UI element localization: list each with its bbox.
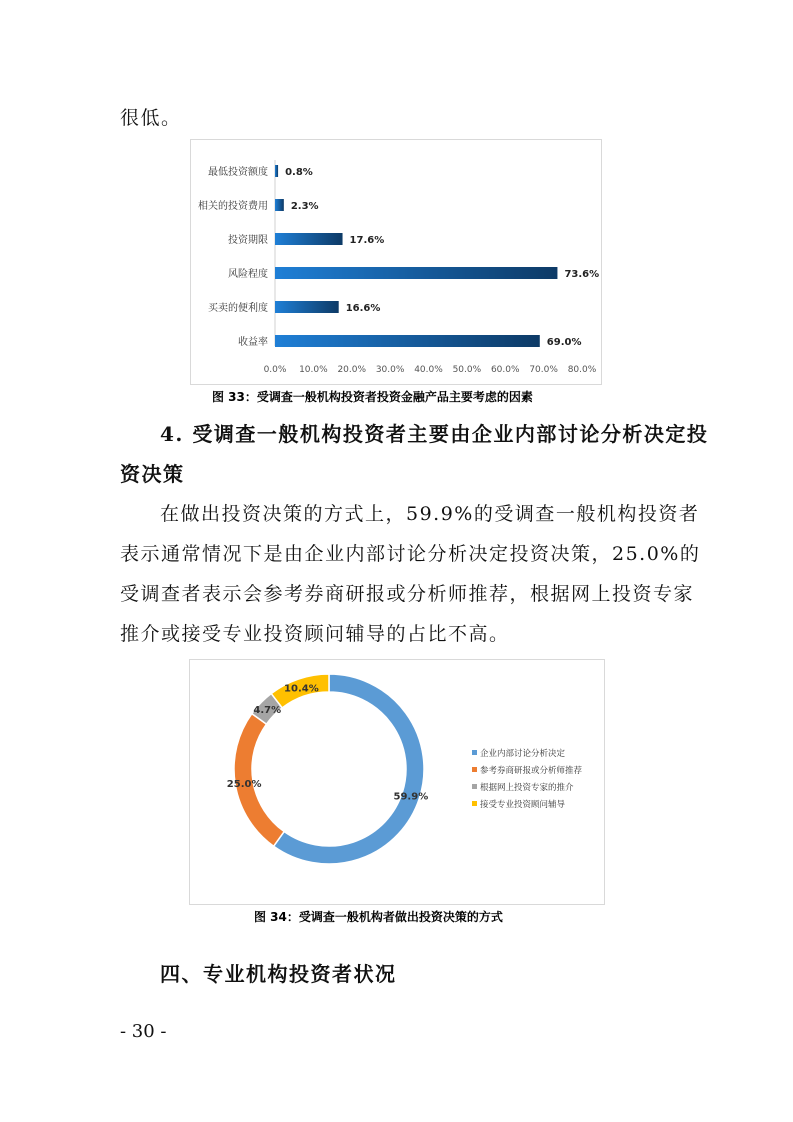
legend-swatch [472, 750, 477, 755]
bar [275, 335, 540, 347]
x-tick-label: 30.0% [375, 365, 405, 375]
bar-chart [191, 140, 601, 384]
bar [275, 233, 343, 245]
slice-label: 59.9% [393, 791, 429, 803]
legend-label: 企业内部讨论分析决定 [480, 749, 566, 759]
category-label: 最低投资额度 [208, 167, 268, 178]
legend-label: 根据网上投资专家的推介 [480, 783, 574, 793]
donut-chart [190, 660, 604, 904]
data-label: 17.6% [349, 235, 385, 246]
x-tick-label: 80.0% [567, 365, 597, 375]
data-label: 16.6% [345, 303, 381, 314]
legend-swatch [472, 801, 477, 806]
category-label: 买卖的便利度 [208, 303, 268, 314]
donut-chart-frame [189, 659, 605, 905]
slice-label: 4.7% [253, 705, 282, 717]
x-tick-label: 10.0% [299, 365, 328, 375]
slice-label: 25.0% [226, 778, 262, 790]
category-label: 收益率 [238, 337, 268, 348]
bar-chart-frame [190, 139, 602, 385]
section-heading-line1: 4. 受调查一般机构投资者主要由企业内部讨论分析决定投 [160, 422, 709, 446]
category-label: 投资期限 [228, 235, 268, 246]
section-heading-line2: 资决策 [120, 462, 185, 486]
category-label: 风险程度 [228, 269, 268, 280]
data-label: 2.3% [290, 201, 319, 212]
paragraph-line-3: 受调查者表示会参考券商研报或分析师推荐，根据网上投资专家 [120, 583, 695, 605]
figure-34-caption: 图 34：受调查一般机构者做出投资决策的方式 [254, 910, 503, 924]
slice-label: 10.4% [284, 683, 319, 695]
x-tick-label: 70.0% [529, 365, 558, 375]
legend-label: 接受专业投资顾问辅导 [480, 800, 566, 810]
x-tick-label: 40.0% [414, 365, 443, 375]
category-label: 相关的投资费用 [198, 201, 268, 212]
x-tick-label: 0.0% [263, 365, 287, 375]
x-tick-label: 60.0% [490, 365, 520, 375]
bar [275, 199, 284, 211]
paragraph-line-2: 表示通常情况下是由企业内部讨论分析决定投资决策，25.0%的 [120, 543, 701, 565]
legend-swatch [472, 784, 477, 789]
bar [275, 267, 557, 279]
paragraph-line-1: 在做出投资决策的方式上，59.9%的受调查一般机构投资者 [160, 503, 700, 525]
data-label: 0.8% [285, 167, 313, 178]
donut-slice [274, 674, 424, 864]
x-tick-label: 20.0% [337, 365, 367, 375]
x-tick-label: 50.0% [452, 365, 482, 375]
legend-swatch [472, 767, 477, 772]
page-number: - 30 - [120, 1021, 167, 1042]
figure-33-caption: 图 33：受调查一般机构投资者投资金融产品主要考虑的因素 [212, 390, 533, 404]
legend-label: 参考券商研报或分析师推荐 [480, 766, 583, 776]
data-label: 73.6% [564, 269, 600, 280]
data-label: 69.0% [546, 337, 582, 348]
bar [275, 301, 339, 313]
bar [275, 165, 278, 177]
chapter-heading: 四、专业机构投资者状况 [160, 962, 397, 986]
paragraph-line-4: 推介或接受专业投资顾问辅导的占比不高。 [120, 623, 510, 645]
intro-line: 很低。 [120, 107, 182, 129]
